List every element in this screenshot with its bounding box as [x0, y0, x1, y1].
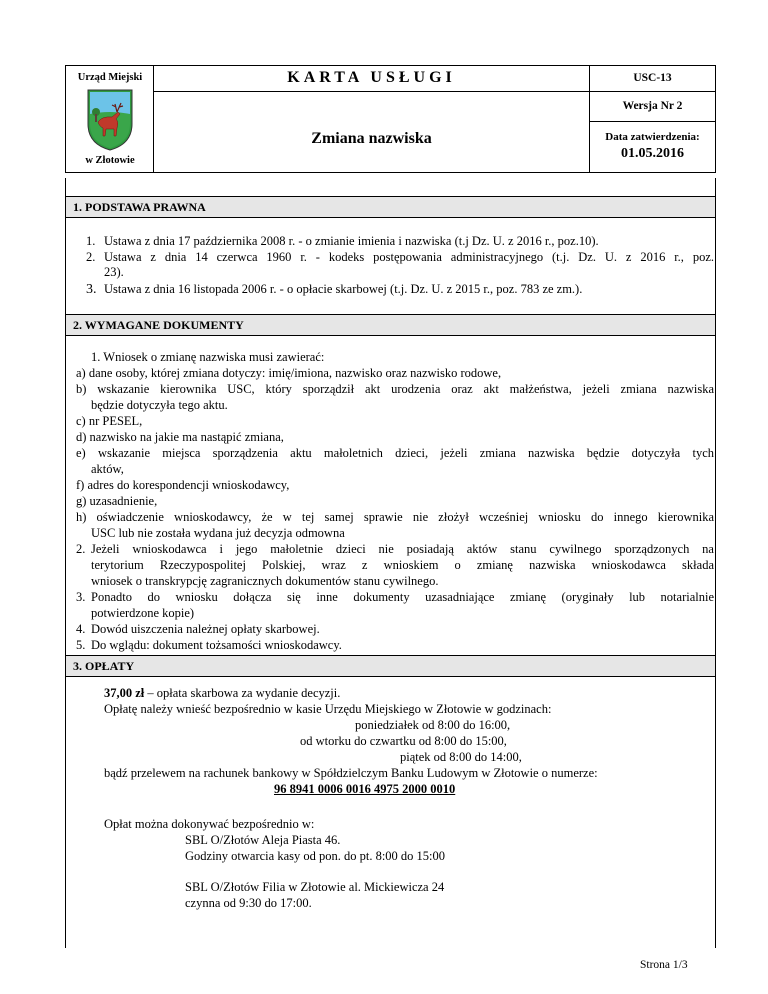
legal-item-number: 1. [86, 234, 96, 248]
legal-item-text: Ustawa z dnia 14 czerwca 1960 r. - kodeks postępowania administracyjnego (t.j. Dz. U. z 2016 r., poz. [104, 250, 714, 264]
fee-line [104, 686, 340, 701]
transfer-info: bądź przelewem na rachunek bankowy w Spółdzielczym Banku Ludowym w Złotowie o numerze: [104, 766, 598, 780]
approval-date-label: Data zatwierdzenia: [605, 131, 700, 143]
legal-item-text: Ustawa z dnia 16 listopada 2006 r. - o opłacie skarbowej (t.j. Dz. U. z 2015 r., poz. 783 ze zm.). [104, 282, 583, 296]
direct-payment-intro: Opłat można dokonywać bezpośrednio w: [104, 817, 315, 831]
documents-item-g: g) uzasadnienie, [76, 494, 158, 508]
legal-item-number: 3. [86, 282, 97, 297]
documents-item-a: a) dane osoby, której zmiana dotyczy: imię/imiona, nazwisko oraz nazwisko rodowe, [76, 366, 502, 380]
section-heading-legal-basis: 1. PODSTAWA PRAWNA [66, 196, 715, 218]
documents-item-e-cont: aktów, [91, 462, 124, 476]
documents-point-number: 4. [76, 622, 86, 636]
documents-point-3: Ponadto do wniosku dołącza się inne dokumenty uzasadniające zmianę (oryginały lub notarialnie [91, 590, 714, 604]
documents-point-number: 2. [76, 542, 86, 556]
fee-amount: 37,00 zł [104, 686, 145, 700]
service-code: USC-13 [633, 72, 672, 84]
fee-description: – opłata skarbowa za wydanie decyzji. [147, 686, 341, 700]
version-number: Wersja Nr 2 [622, 100, 683, 112]
documents-item-e: e) wskazanie miejsca sporządzenia aktu małoletnich dzieci, jeżeli zmiana nazwiska będzie dotyczyła tych [76, 446, 714, 460]
documents-point-number: 5. [76, 638, 86, 652]
documents-point-4: Dowód uiszczenia należnej opłaty skarbowej. [91, 622, 320, 636]
documents-point-3-cont: potwierdzone kopie) [91, 606, 195, 620]
office-name-top: Urząd Miejski [77, 72, 143, 83]
documents-point-2: Jeżeli wnioskodawca i jego małoletnie dzieci nie posiadają aktów stanu cywilnego sporządzonych na [91, 542, 714, 556]
service-name-cell [154, 92, 590, 172]
legal-item-text-cont: 23). [104, 265, 124, 279]
bank-branch-1-name: SBL O/Złotów Aleja Piasta 46. [185, 833, 341, 847]
documents-item-b: b) wskazanie kierownika USC, który sporządził akt urodzenia oraz akt małżeństwa, jeżeli zmiana nazwiska [76, 382, 714, 396]
documents-intro: 1. Wniosek o zmianę nazwiska musi zawierać: [91, 350, 325, 364]
legal-item-number: 2. [86, 250, 96, 264]
section-heading-fees: 3. OPŁATY [66, 655, 715, 677]
bank-branch-2-name: SBL O/Złotów Filia w Złotowie al. Mickiewicza 24 [185, 880, 445, 894]
payment-intro: Opłatę należy wnieść bezpośrednio w kasie Urzędu Miejskiego w Złotowie w godzinach: [104, 702, 552, 716]
documents-item-f: f) adres do korespondencji wnioskodawcy, [76, 478, 290, 492]
section-heading-required-documents: 2. WYMAGANE DOKUMENTY [66, 314, 715, 336]
legal-item-text: Ustawa z dnia 17 października 2008 r. - o zmianie imienia i nazwiska (t.j Dz. U. z 2016 r., poz.10). [104, 234, 599, 248]
bank-account-number: 96 8941 0006 0016 4975 2000 0010 [274, 782, 456, 796]
approval-date-value: 01.05.2016 [621, 146, 684, 161]
documents-item-c: c) nr PESEL, [76, 414, 143, 428]
documents-point-2-cont: wniosek o transkrypcję zagranicznych dokumentów stanu cywilnego. [91, 574, 439, 588]
office-name-bottom: w Złotowie [85, 155, 135, 166]
documents-point-2-cont: terytorium Rzeczypospolitej Polskiej, wraz z wnioskiem o zmianę nazwiska wnioskodawca składa [91, 558, 714, 572]
page-number: Strona 1/3 [640, 959, 688, 971]
coat-of-arms-icon [86, 88, 134, 152]
version-cell [590, 92, 715, 122]
bank-branch-2-hours: czynna od 9:30 do 17:00. [185, 896, 312, 910]
bank-branch-1-hours: Godziny otwarcia kasy od pon. do pt. 8:00 do 15:00 [185, 849, 446, 863]
card-title-cell [154, 66, 590, 92]
header-table [65, 65, 716, 173]
documents-item-h-cont: USC lub nie została wydana już decyzja odmowna [91, 526, 345, 540]
office-logo-cell [66, 66, 154, 172]
service-code-cell [590, 66, 715, 92]
documents-point-5: Do wglądu: dokument tożsamości wnioskodawcy. [91, 638, 342, 652]
office-hours-friday: piątek od 8:00 do 14:00, [400, 750, 522, 764]
documents-item-h: h) oświadczenie wnioskodawcy, że w tej samej sprawie nie złożył wcześniej wniosku do innego kierownika [76, 510, 714, 524]
office-hours-tue-thu: od wtorku do czwartku od 8:00 do 15:00, [300, 734, 507, 748]
service-name: Zmiana nazwiska [311, 130, 432, 147]
approval-date-cell [590, 122, 715, 172]
documents-point-number: 3. [76, 590, 86, 604]
card-title: KARTA USŁUGI [287, 69, 456, 86]
office-hours-monday: poniedziałek od 8:00 do 16:00, [355, 718, 511, 732]
documents-item-d: d) nazwisko na jakie ma nastąpić zmiana, [76, 430, 284, 444]
documents-item-b-cont: będzie dotyczyła tego aktu. [91, 398, 228, 412]
